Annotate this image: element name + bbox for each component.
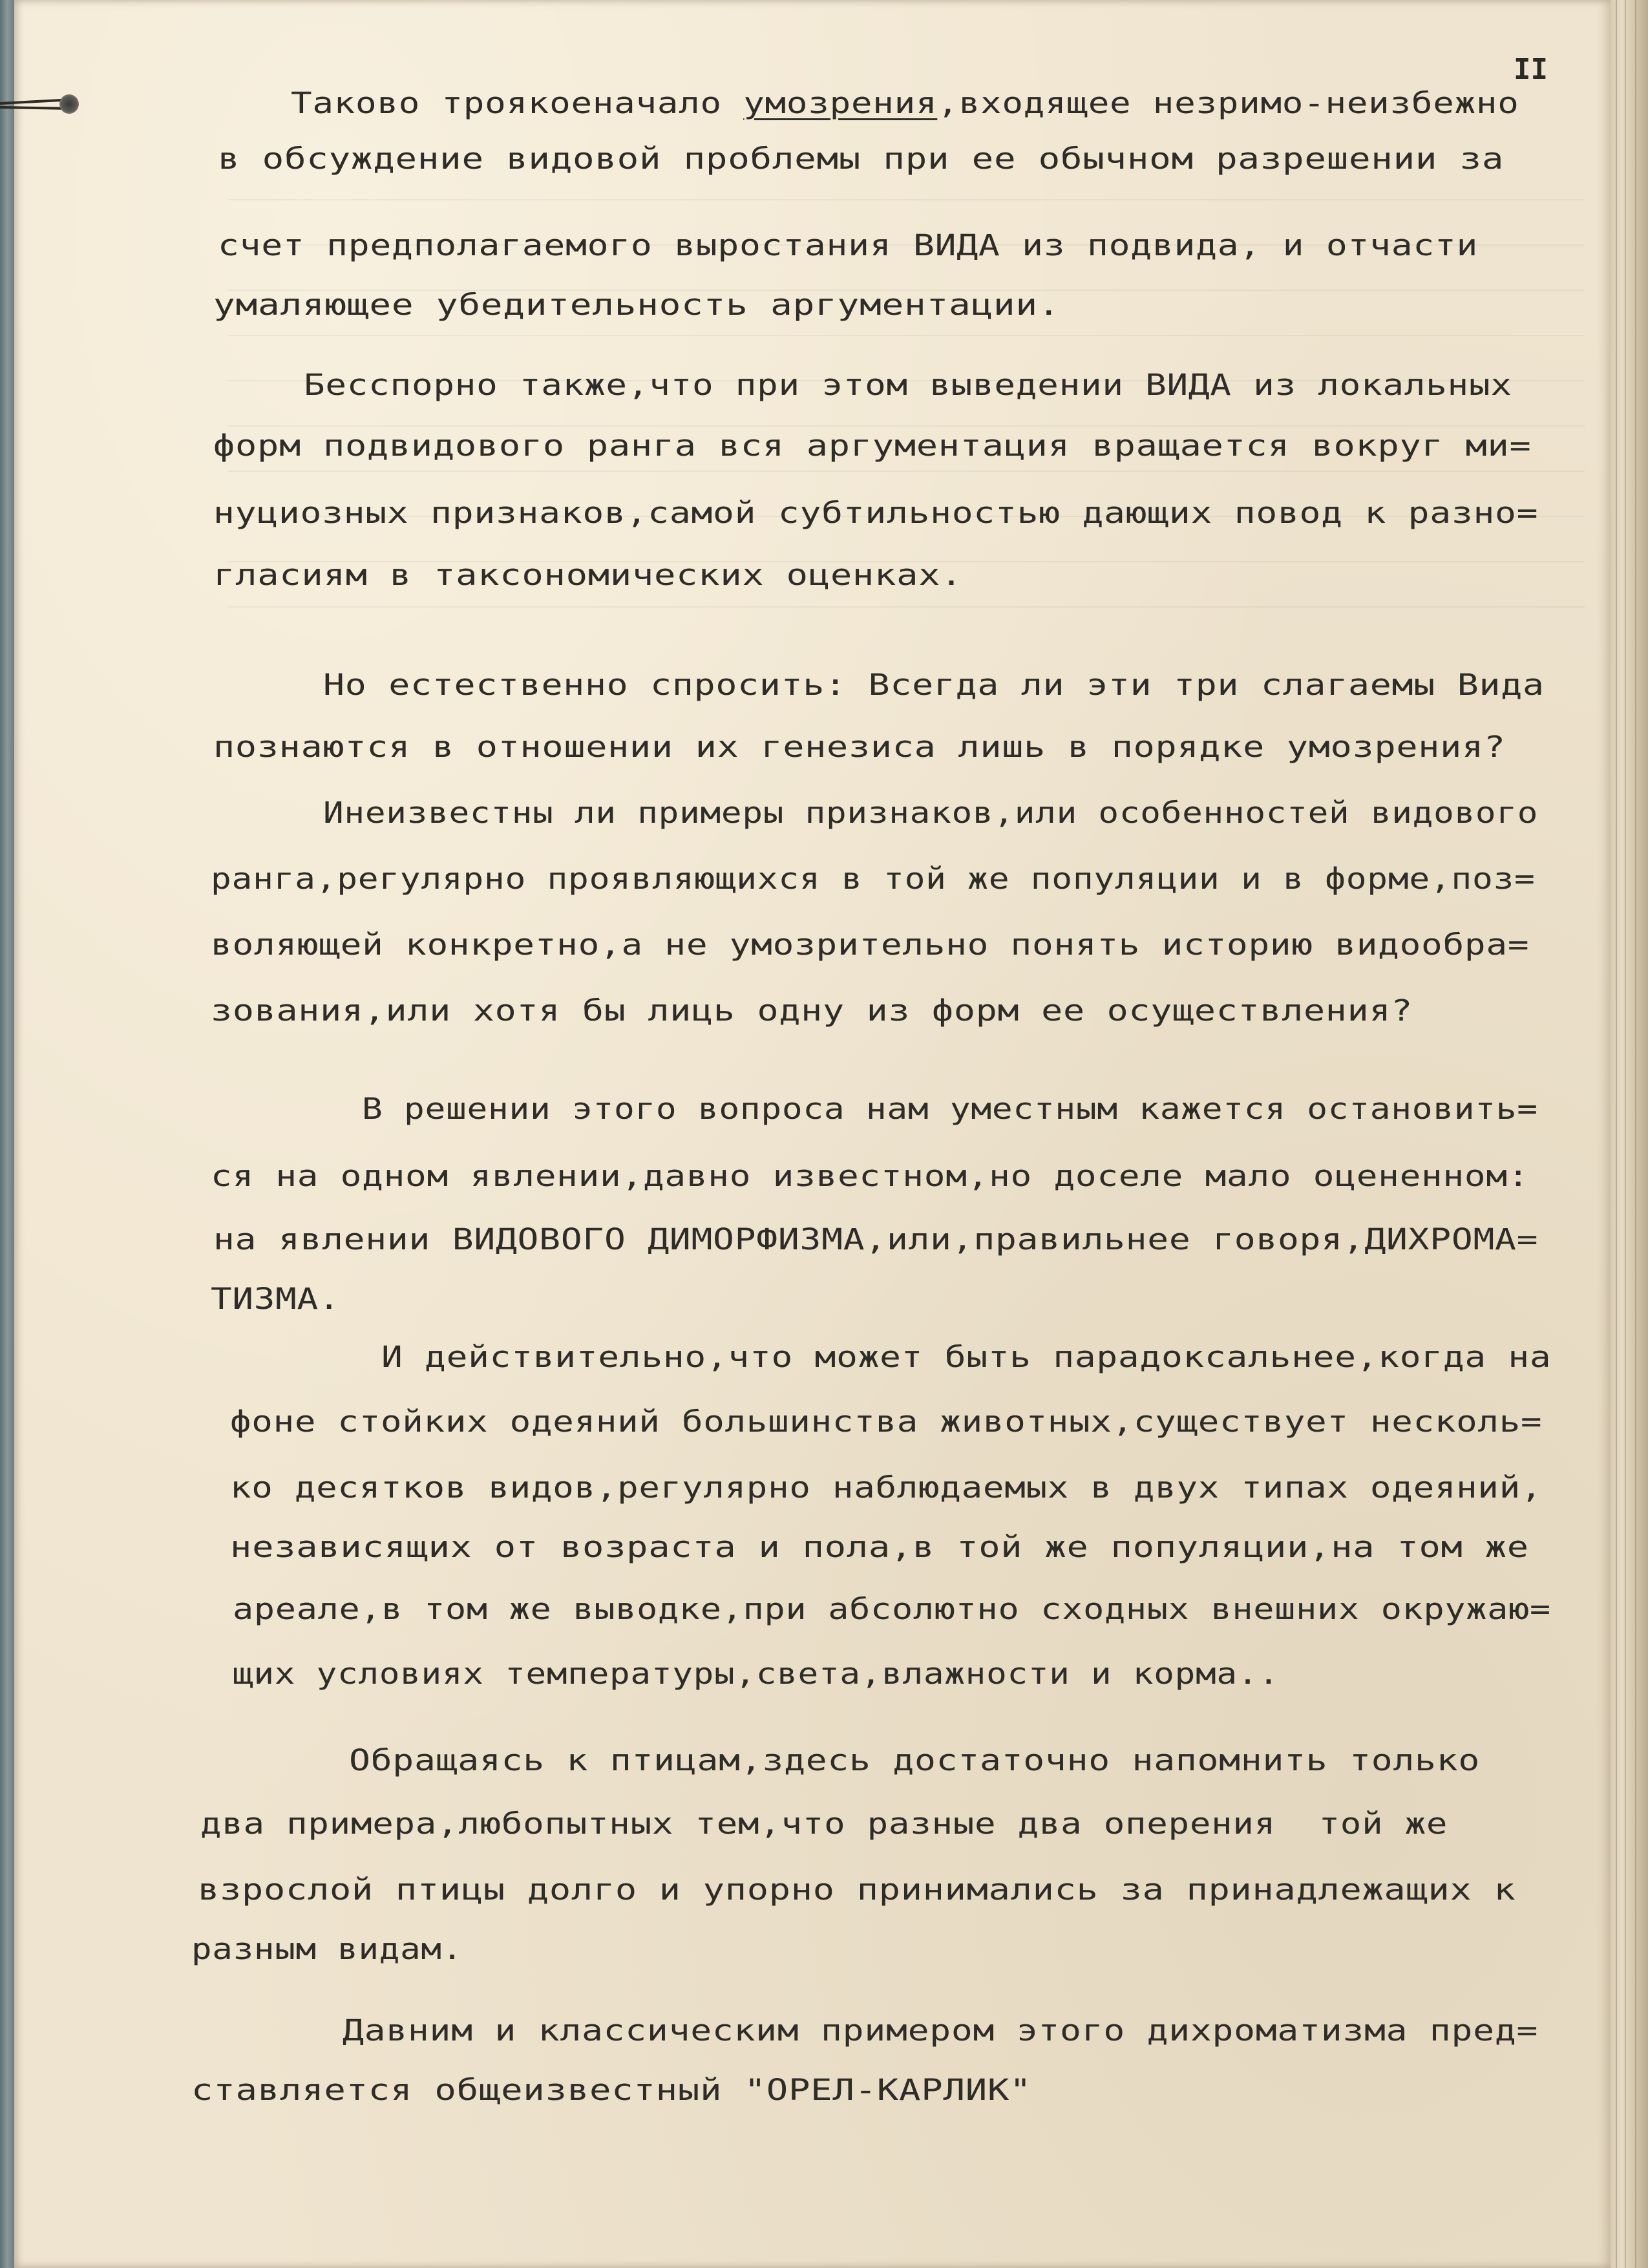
text-line: Давним и классическим примером этого дихроматизма пред= <box>343 2013 1539 2048</box>
text-line: нуциозных признаков,самой субтильностью дающих повод к разно= <box>213 496 1539 530</box>
text-line: форм подвидового ранга вся аргументация вращается вокруг ми= <box>213 429 1532 463</box>
page-edge <box>1611 0 1648 2268</box>
underlined-word: умозрения <box>743 86 938 120</box>
text-line: умаляющее убедительность аргументации. <box>213 288 1061 322</box>
text-line: ареале,в том же выводке,при абсолютно сходных внешних окружаю= <box>233 1592 1551 1626</box>
text-line: ко десятков видов,регулярно наблюдаемых в двух типах одеяний, <box>230 1470 1543 1505</box>
text-line: независящих от возраста и пола,в той же популяции,на том же <box>230 1530 1529 1564</box>
page-number: II <box>1514 53 1548 86</box>
text-line: взрослой птицы долго и упорно принимались за принадлежащих к <box>198 1872 1516 1907</box>
text-line: воляющей конкретно,а не умозрительно понять историю видообра= <box>211 927 1530 962</box>
text-line: фоне стойких одеяний большинства животных,существует несколь= <box>230 1404 1543 1439</box>
page-edge-line <box>1635 0 1636 2268</box>
text-line: гласиям в таксономических оценках. <box>213 558 963 592</box>
text-line: в обсуждение видовой проблемы при ее обычном разрешении за <box>218 142 1505 176</box>
text-line: разным видам. <box>191 1932 463 1966</box>
text-line: В решении этого вопроса нам уместным кажется остановить= <box>362 1092 1538 1126</box>
page-edge-line <box>1616 0 1617 2268</box>
text-line: ся на одном явлении,давно известном,но доселе мало оцененном: <box>211 1159 1530 1193</box>
text-line: Таково троякоеначало умозрения,входящее незримо-неизбежно <box>291 86 1519 120</box>
text-line: Инеизвестны ли примеры признаков,или особенностей видового <box>323 796 1539 830</box>
text-line: зования,или хотя бы лиць одну из форм ее осуществления? <box>211 993 1413 1028</box>
text-line: ранга,регулярно проявляющихся в той же популяции и в форме,поз= <box>211 862 1536 896</box>
text-line: ставляется общеизвестный "ОРЕЛ-КАРЛИК" <box>191 2073 1032 2107</box>
page-edge-line <box>1625 0 1626 2268</box>
text-line: познаются в отношении их генезиса лишь в порядке умозрения? <box>213 730 1506 764</box>
text-line: И действительно,что может быть парадоксальнее,когда на <box>381 1340 1552 1374</box>
text-line: щих условиях температуры,света,влажности и корма.. <box>233 1657 1280 1691</box>
text-line: Но естественно спросить: Всегда ли эти три слагаемы Вида <box>323 668 1545 702</box>
text-line: Бесспорно также,что при этом выведении ВИДА из локальных <box>304 368 1512 402</box>
text-line: ТИЗМА. <box>211 1282 341 1316</box>
text-line: на явлении ВИДОВОГО ДИМОРФИЗМА,или,правильнее говоря,ДИХРОМА= <box>213 1222 1539 1256</box>
text-line: два примера,любопытных тем,что разные два оперения той же <box>200 1807 1448 1841</box>
text-line: счет предполагаемого выростания ВИДА из подвида, и отчасти <box>218 228 1479 262</box>
text-line: Обращаясь к птицам,здесь достаточно напомнить только <box>349 1743 1480 1777</box>
